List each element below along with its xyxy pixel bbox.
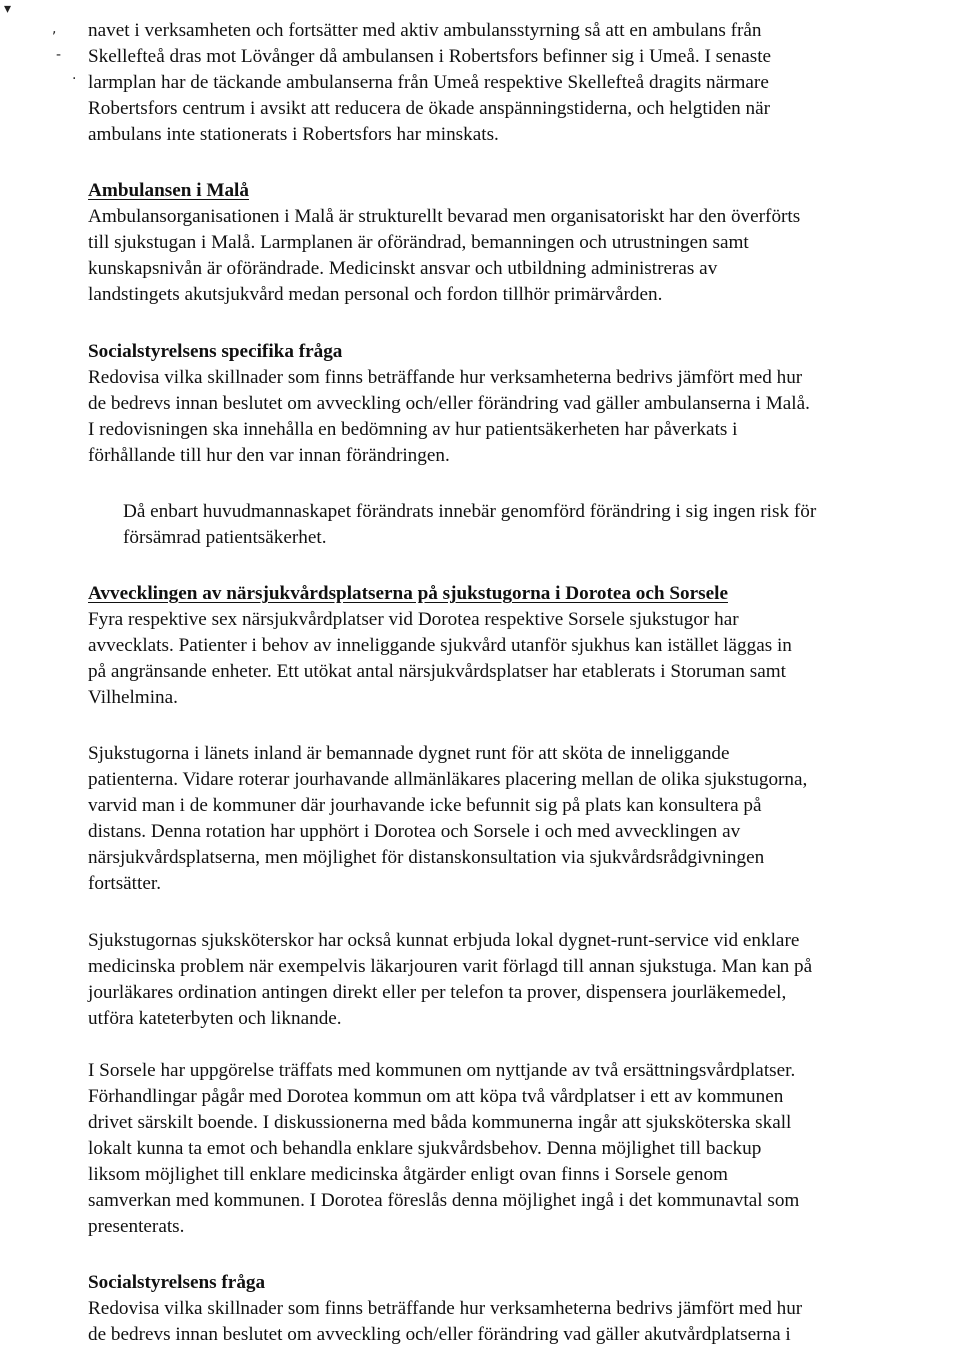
paragraph-line: Sjukstugorna i länets inland är bemannade dygnet runt för att sköta de inneliggande <box>88 743 730 764</box>
paragraph-line: larmplan har de täckande ambulanserna från Umeå respektive Skellefteå dragits närmare <box>88 72 769 93</box>
paragraph-line: på angränsande enheter. Ett utökat antal närsjukvårdsplatser har etablerats i Storuman samt <box>88 661 786 682</box>
paragraph-line: landstingets akutsjukvård medan personal och fordon tillhör primärvården. <box>88 284 663 305</box>
paragraph-line: Fyra respektive sex närsjukvårdplatser vid Dorotea respektive Sorsele sjukstugor har <box>88 609 739 630</box>
paragraph-line: Robertsfors centrum i avsikt att reducera de ökade anspänningstiderna, och helgtiden när <box>88 98 770 119</box>
paragraph-line: patienterna. Vidare roterar jourhavande allmänläkares placering mellan de olika sjukstugorna, <box>88 769 808 790</box>
paragraph-line: avvecklats. Patienter i behov av inneliggande sjukvård utanför sjukhus kan istället läggas in <box>88 635 792 656</box>
paragraph-line: närsjukvårdsplatserna, men möjlighet för distanskonsultation via sjukvårdsrådgivningen <box>88 847 765 868</box>
paragraph-line: Förhandlingar pågår med Dorotea kommun om att köpa två vårdplatser i ett av kommunen <box>88 1086 784 1107</box>
scan-mark: , <box>52 21 57 37</box>
paragraph-line: Redovisa vilka skillnader som finns beträffande hur verksamheterna bedrivs jämfört med hur <box>88 367 803 388</box>
paragraph-line: Vilhelmina. <box>88 687 178 708</box>
paragraph-line: varvid man i de kommuner där jourhavande icke befunnit sig på plats kan konsultera på <box>88 795 762 816</box>
paragraph-line: liksom möjlighet till enklare medicinska åtgärder enligt ovan finns i Sorsele genom <box>88 1164 728 1185</box>
paragraph-line: Redovisa vilka skillnader som finns beträffande hur verksamheterna bedrivs jämfört med hur <box>88 1298 803 1319</box>
paragraph-line: I redovisningen ska innehålla en bedömning av hur patientsäkerheten har påverkats i <box>88 419 738 440</box>
scan-mark: - <box>56 47 62 63</box>
section-heading: Socialstyrelsens fråga <box>88 1272 266 1293</box>
paragraph-line: medicinska problem när exempelvis läkarjouren varit förlagd till annan sjukstuga. Man kan på <box>88 956 813 977</box>
answer-line: försämrad patientsäkerhet. <box>123 527 327 548</box>
paragraph-line: distans. Denna rotation har upphört i Dorotea och Sorsele i och med avvecklingen av <box>88 821 741 842</box>
scan-mark: ▾ <box>4 1 12 17</box>
paragraph-line: Skellefteå dras mot Lövånger då ambulansen i Robertsfors befinner sig i Umeå. I senaste <box>88 46 772 67</box>
paragraph-line: utföra kateterbyten och liknande. <box>88 1008 342 1029</box>
paragraph-line: samverkan med kommunen. I Dorotea föreslås denna möjlighet ingå i det kommunavtal som <box>88 1190 800 1211</box>
paragraph-line: presenterats. <box>88 1216 185 1237</box>
paragraph-line: fortsätter. <box>88 873 161 894</box>
paragraph-line: drivet särskilt boende. I diskussionerna med båda kommunerna ingår att sjuksköterska skall <box>88 1112 792 1133</box>
paragraph-line: lokalt kunna ta emot och behandla enklare sjukvårdsbehov. Denna möjlighet till backup <box>88 1138 762 1159</box>
paragraph-line: navet i verksamheten och fortsätter med aktiv ambulansstyrning så att en ambulans från <box>88 20 762 41</box>
paragraph-line: I Sorsele har uppgörelse träffats med kommunen om nyttjande av två ersättningsvårdplatser. <box>88 1060 796 1081</box>
paragraph-line: ambulans inte stationerats i Robertsfors har minskats. <box>88 124 499 145</box>
paragraph-line: förhållande till hur den var innan förändringen. <box>88 445 450 466</box>
paragraph-line: kunskapsnivån är oförändrade. Medicinskt ansvar och utbildning administreras av <box>88 258 718 279</box>
paragraph-line: jourläkares ordination antingen direkt eller per telefon ta prover, dispensera jourläkemedel, <box>88 982 787 1003</box>
section-heading: Socialstyrelsens specifika fråga <box>88 341 343 362</box>
paragraph-line: Ambulansorganisationen i Malå är strukturellt bevarad men organisatoriskt har den överförts <box>88 206 801 227</box>
paragraph-line: till sjukstugan i Malå. Larmplanen är oförändrad, bemanningen och utrustningen samt <box>88 232 749 253</box>
paragraph-line: Sjukstugornas sjuksköterskor har också kunnat erbjuda lokal dygnet-runt-service vid enklare <box>88 930 800 951</box>
answer-line: Då enbart huvudmannaskapet förändrats innebär genomförd förändring i sig ingen risk för <box>123 501 817 522</box>
section-heading: Avvecklingen av närsjukvårdsplatserna på sjukstugorna i Dorotea och Sorsele <box>88 583 728 604</box>
paragraph-line: de bedrevs innan beslutet om avveckling och/eller förändring vad gäller akutvårdplatserna i <box>88 1324 791 1345</box>
section-heading: Ambulansen i Malå <box>88 180 249 201</box>
paragraph-line: de bedrevs innan beslutet om avveckling och/eller förändring vad gäller ambulanserna i Malå. <box>88 393 810 414</box>
scan-mark: · <box>72 71 77 87</box>
